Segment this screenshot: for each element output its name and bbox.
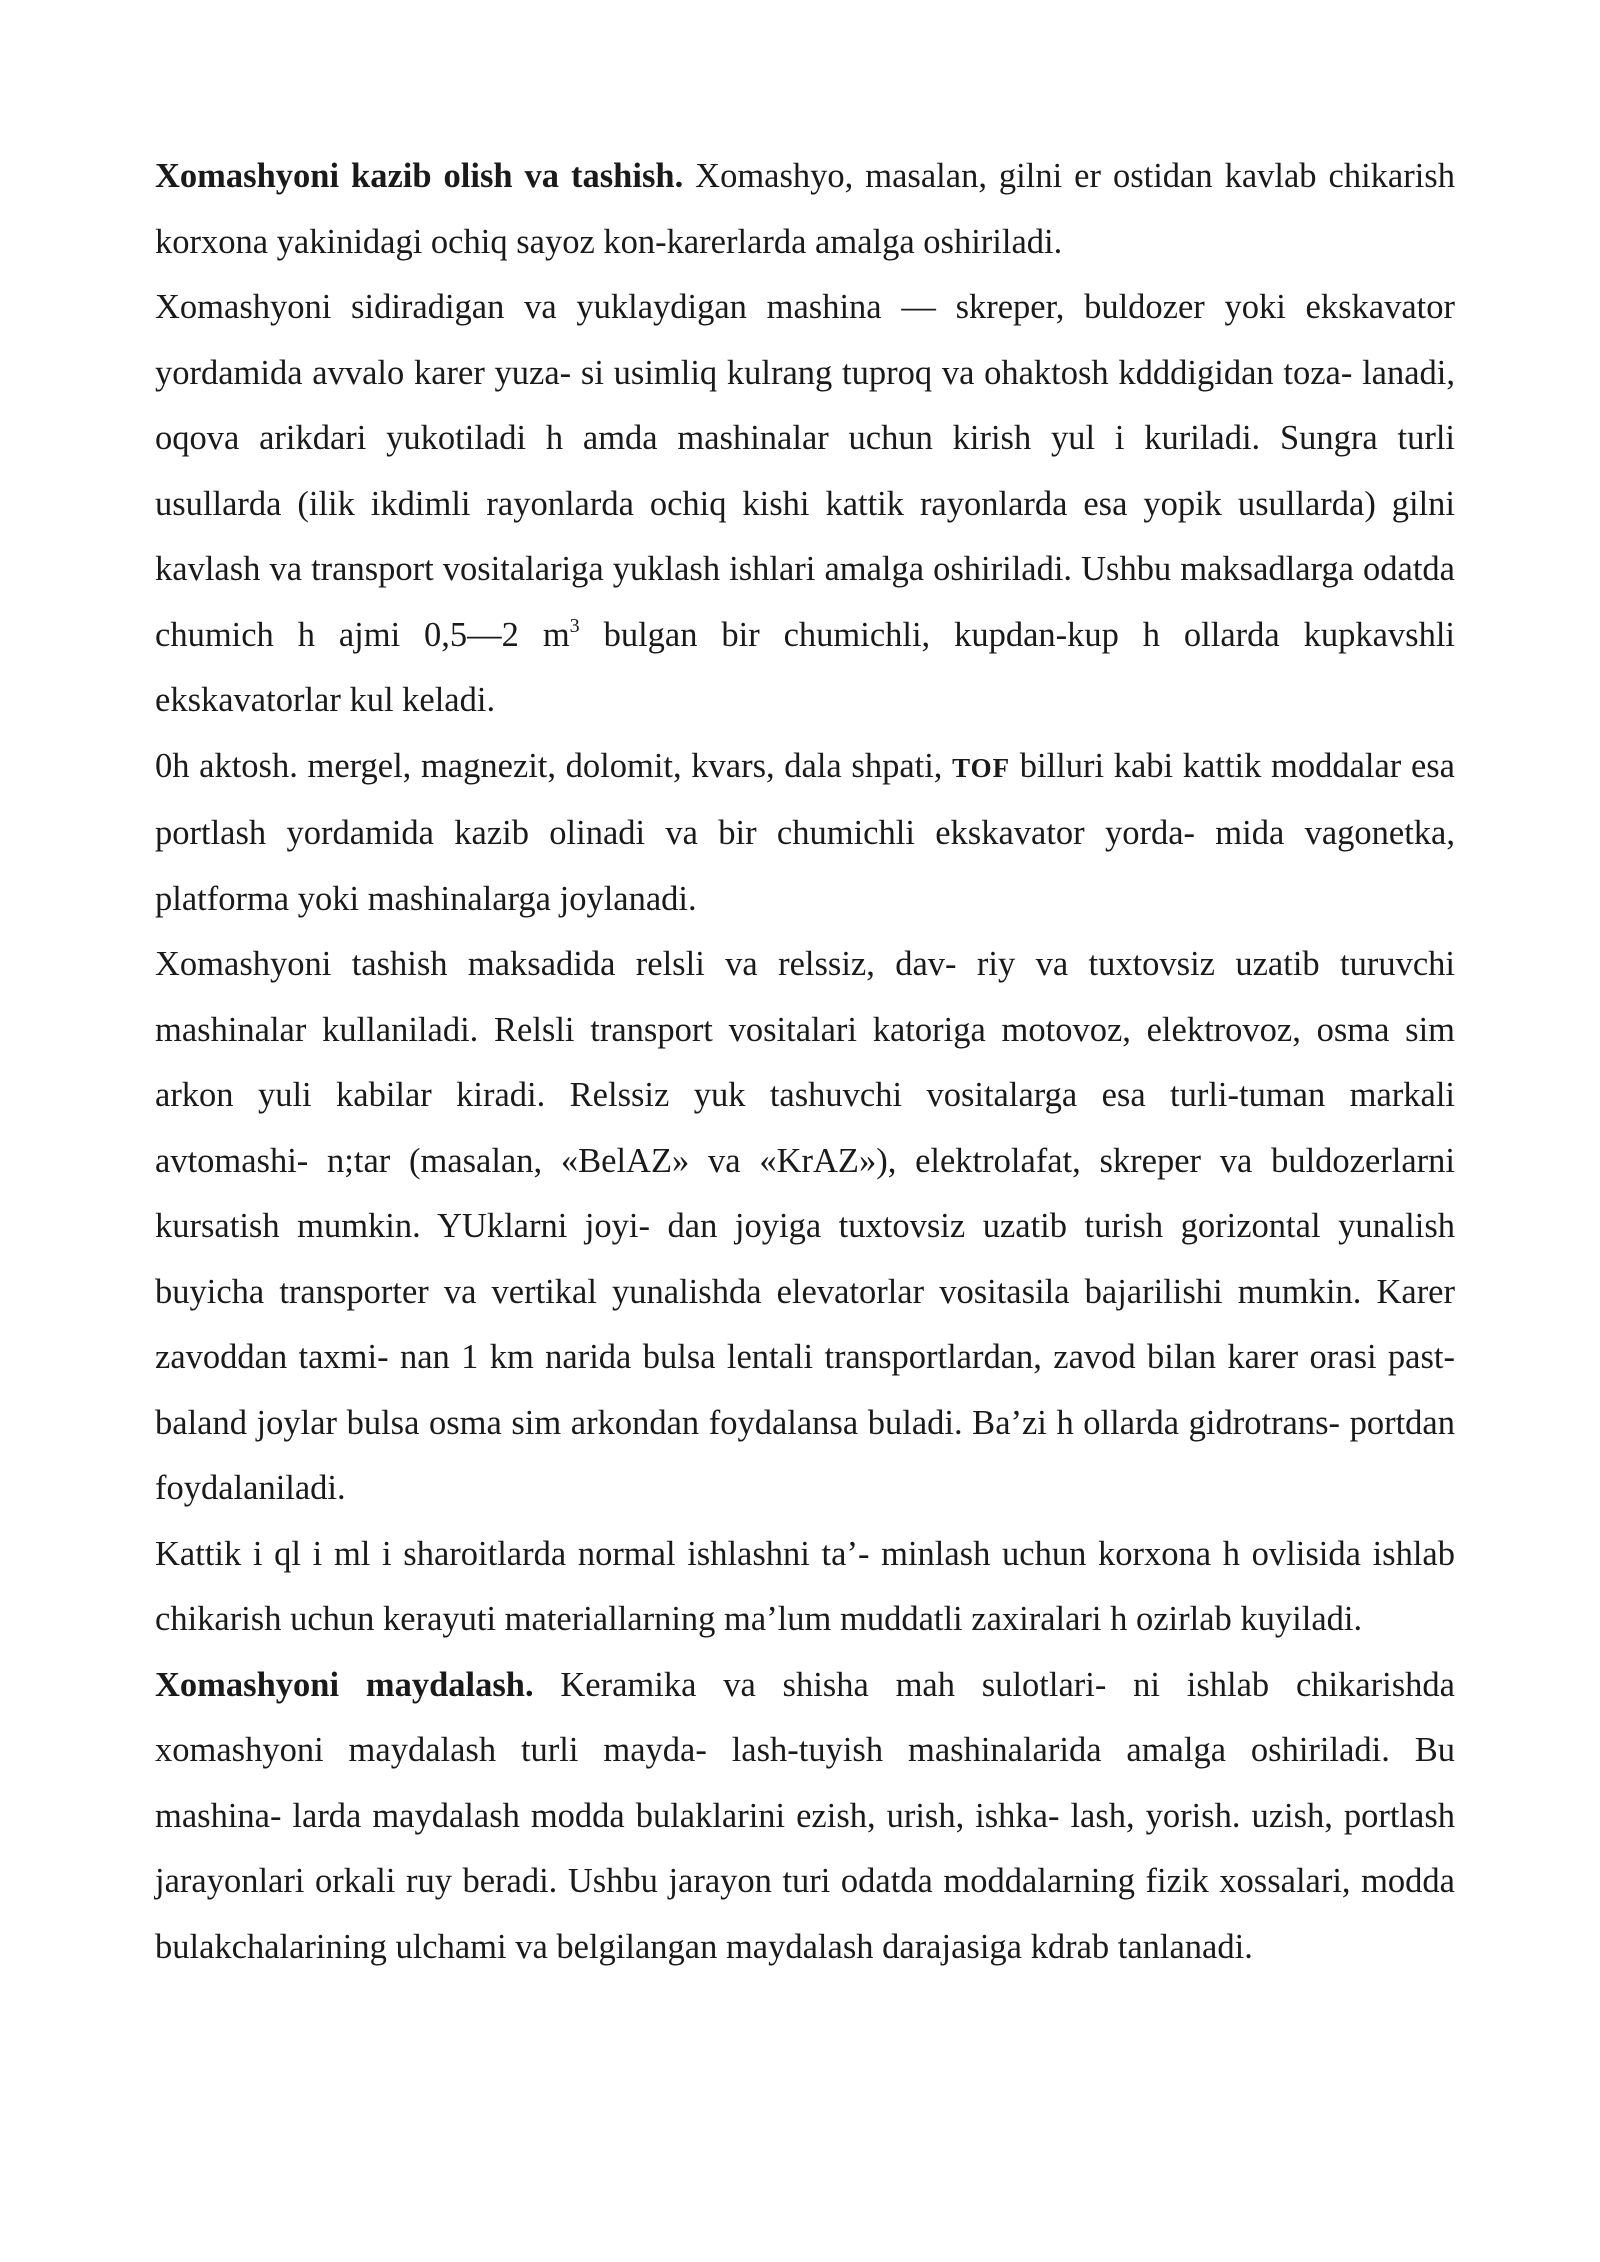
- tof-word: TOF: [952, 752, 1011, 783]
- paragraph-text: 0h aktosh. mergel, magnezit, dolomit, kvars, dala shpati,: [155, 746, 953, 785]
- paragraph-text: Xomashyoni tashish maksadida relsli va relssiz, dav- riy va tuxtovsiz uzatib turuvchi mashinalar kullaniladi. Relsli transport vositalari katoriga motovoz, elektrovoz, osma sim arkon yuli kabilar kiradi. Relssiz yuk tashuvchi vositalarga esa turli-tuman markali avtomashi- n;tar (masalan, «BelAZ» va «KrAZ»), elektrolafat, skreper va buldozerlarni kursatish mumkin. YUklarni joyi- dan joyiga tuxtovsiz uzatib turish gorizontal yunalish buyicha transporter va vertikal yunalishda elevatorlar vositasila bajarilishi mumkin. Karer zavoddan taxmi- nan 1 km narida bulsa lentali transportlardan, zavod bilan karer orasi past-baland joylar bulsa osma sim arkondan foydalansa buladi. Ba’zi h ollarda gidrotrans- portdan foydalaniladi.: [155, 945, 1455, 1507]
- paragraph-text: Keramika va shisha mah sulotlari- ni ishlab chikarishda xomashyoni maydalash turli mayda- lash-tuyish mashinalarida amalga oshiriladi. Bu mashina- larda maydalash modda bulaklarini ezish, urish, ishka- lash, yorish. uzish, portlash jarayonlari orkali ruy beradi. Ushbu jarayon turi odatda moddalarning fizik xossalari, modda bulakchalarining ulchami va belgilangan maydalash darajasiga kdrab tanlanadi.: [155, 1665, 1455, 1966]
- paragraph-text: Xomashyoni sidiradigan va yuklaydigan mashina — skreper, buldozer yoki ekskavator yordamida avvalo karer yuza- si usimliq kulrang tuproq va ohaktosh kdddigidan toza- lanadi, oqova arikdari yukotiladi h amda mashinalar uchun kirish yul i kuriladi. Sungra turli usullarda (ilik ikdimli rayonlarda ochiq kishi kattik rayonlarda esa yopik usullarda) gilni kavlash va transport vositalariga yuklash ishlari amalga oshiriladi. Ushbu maksadlarga odatda chumich h ajmi 0,5—2 m: [155, 288, 1455, 654]
- section-heading-extraction: Xomashyoni kazib olish va tashish.: [155, 157, 684, 195]
- section-heading-crushing: Xomashyoni maydalash.: [155, 1665, 534, 1704]
- paragraph-crushing: [155, 1653, 1455, 1981]
- paragraph-text: Kattik i ql i ml i sharoitlarda normal ishlashni ta’- minlash uchun korxona h ovlisida ishlab chikarish uchun kerayuti materiallarning ma’lum muddatli zaxiralari h ozirlab kuyiladi.: [155, 1534, 1455, 1638]
- paragraph-text: bulgan bir chumichli, kupdan-kup h ollarda kupkavshli ekskavatorlar kul keladi.: [155, 615, 1456, 719]
- paragraph-text: Xomashyo, masalan, gilni er ostidan kavlab chikarish korxona yakinidagi ochiq sayoz kon-karerlarda amalga oshiriladi.: [155, 157, 1455, 261]
- paragraph-excavation-methods: [155, 275, 1455, 734]
- paragraph-hard-materials: [155, 734, 1455, 933]
- paragraph-text: billuri kabi kattik moddalar esa portlash yordamida kazib olinadi va bir chumichli ekskavator yorda- mida vagonetka, platforma yoki mashinalarga joylanadi.: [155, 746, 1455, 918]
- paragraph-extraction-intro: [155, 144, 1455, 275]
- paragraph-reserves: [155, 1522, 1455, 1653]
- paragraph-transport: [155, 932, 1455, 1522]
- document-page: [155, 144, 1455, 1980]
- superscript-cubic: 3: [569, 614, 580, 637]
